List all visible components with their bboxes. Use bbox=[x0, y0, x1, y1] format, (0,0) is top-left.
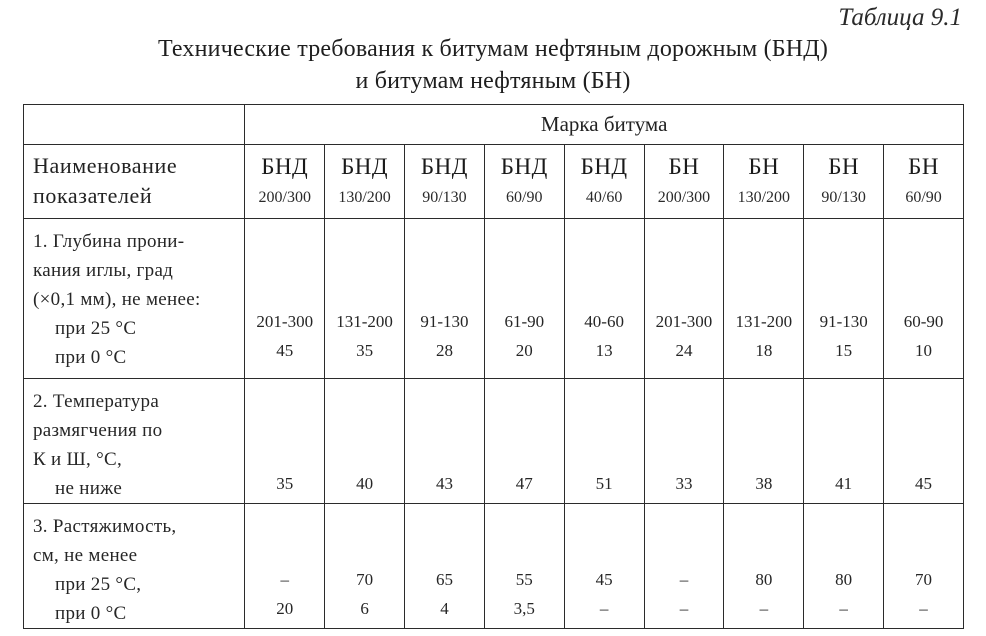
value-25c: 61-90 bbox=[504, 312, 545, 331]
indicator-line: 3. Растяжимость, bbox=[33, 516, 177, 537]
value: 33 bbox=[675, 474, 693, 493]
indicator-line: 1. Глубина прони- bbox=[33, 231, 185, 252]
grade-header bbox=[325, 145, 405, 219]
table-row-softening-temperature bbox=[24, 379, 964, 504]
value-0c: 6 bbox=[360, 599, 369, 618]
value: 38 bbox=[755, 474, 773, 493]
table-number: Таблица 9.1 bbox=[838, 4, 962, 31]
value-cell bbox=[724, 379, 804, 504]
value-25c: 201-300 bbox=[256, 312, 314, 331]
value: 47 bbox=[515, 474, 533, 493]
indicator-name-cell bbox=[24, 504, 245, 629]
header-empty-cell bbox=[24, 105, 245, 145]
grade-type: БН bbox=[668, 154, 700, 179]
grade-header bbox=[884, 145, 964, 219]
value-cell bbox=[405, 219, 485, 379]
table-title-line-1: Технические требования к битумам нефтяным дорожным (БНД) bbox=[157, 36, 829, 62]
value-0c: 20 bbox=[276, 599, 294, 618]
indicator-line: см, не менее bbox=[33, 545, 138, 566]
indicator-subline: при 0 °С bbox=[55, 603, 127, 624]
grade-type: БН bbox=[748, 154, 780, 179]
grade-type: БНД bbox=[261, 154, 309, 179]
value-0c: 4 bbox=[440, 599, 449, 618]
grade-type: БНД bbox=[580, 154, 628, 179]
value-cell bbox=[644, 504, 724, 629]
value-cell bbox=[484, 379, 564, 504]
value-25c: 70 bbox=[915, 570, 933, 589]
indicator-line: К и Ш, °С, bbox=[33, 449, 123, 470]
grade-header bbox=[245, 145, 325, 219]
indicator-line: (×0,1 мм), не менее: bbox=[33, 289, 201, 310]
value-0c: 20 bbox=[515, 341, 533, 360]
value-25c: 40-60 bbox=[584, 312, 624, 331]
value-25c: 91-130 bbox=[420, 312, 469, 331]
brand-group-header: Марка битума bbox=[245, 105, 964, 145]
value-cell bbox=[884, 219, 964, 379]
grade-header bbox=[484, 145, 564, 219]
grade-type: БНД bbox=[500, 154, 548, 179]
value-cell bbox=[245, 504, 325, 629]
indicator-subline: при 25 °С, bbox=[55, 574, 142, 595]
value-cell bbox=[245, 379, 325, 504]
grade-range: 90/130 bbox=[821, 189, 866, 206]
indicator-subline: при 0 °С bbox=[55, 347, 127, 368]
value-0c: – bbox=[679, 599, 689, 618]
value-25c: 91-130 bbox=[819, 312, 868, 331]
grade-range: 40/60 bbox=[585, 189, 623, 206]
grade-range: 200/300 bbox=[657, 189, 711, 206]
grade-type: БНД bbox=[341, 154, 389, 179]
value-cell bbox=[644, 379, 724, 504]
value-cell bbox=[724, 219, 804, 379]
grade-range: 60/90 bbox=[905, 189, 942, 206]
grade-type: БН bbox=[828, 154, 860, 179]
value-cell bbox=[564, 379, 644, 504]
value-cell bbox=[564, 219, 644, 379]
grade-header bbox=[644, 145, 724, 219]
value-cell bbox=[884, 379, 964, 504]
table-title-line-2: и битумам нефтяным (БН) bbox=[355, 68, 631, 94]
name-header-line: показателей bbox=[33, 183, 153, 208]
grade-header bbox=[564, 145, 644, 219]
grade-header bbox=[804, 145, 884, 219]
value-0c: – bbox=[839, 599, 848, 618]
value-cell bbox=[884, 504, 964, 629]
indicator-name-header bbox=[24, 145, 245, 219]
value-25c: 60-90 bbox=[903, 312, 944, 331]
value-cell bbox=[804, 379, 884, 504]
value-25c: – bbox=[679, 570, 689, 589]
value-cell bbox=[724, 504, 804, 629]
value-25c: 45 bbox=[595, 570, 613, 589]
bitumen-requirements-table bbox=[23, 104, 964, 629]
value-cell bbox=[804, 219, 884, 379]
grade-range: 60/90 bbox=[506, 189, 543, 206]
value-0c: 45 bbox=[276, 341, 294, 360]
value-25c: 131-200 bbox=[336, 312, 393, 331]
value: 43 bbox=[435, 474, 453, 493]
value-25c: – bbox=[280, 570, 289, 589]
value-25c: 65 bbox=[435, 570, 453, 589]
value-25c: 70 bbox=[356, 570, 374, 589]
grade-range: 130/200 bbox=[737, 189, 791, 206]
grade-header bbox=[405, 145, 485, 219]
name-header-line: Наименование bbox=[33, 153, 178, 178]
value: 35 bbox=[276, 474, 294, 493]
value-0c: 3,5 bbox=[513, 599, 535, 618]
value-25c: 201-300 bbox=[655, 312, 713, 331]
value-cell bbox=[405, 379, 485, 504]
indicator-line: размягчения по bbox=[33, 420, 163, 441]
value-cell bbox=[804, 504, 884, 629]
value-cell bbox=[484, 504, 564, 629]
value-0c: 35 bbox=[356, 341, 374, 360]
value: 40 bbox=[356, 474, 374, 493]
grade-range: 200/300 bbox=[258, 189, 311, 206]
value-0c: 15 bbox=[835, 341, 853, 360]
table-row-ductility bbox=[24, 504, 964, 629]
value-cell bbox=[484, 219, 564, 379]
indicator-line: 2. Температура bbox=[33, 391, 160, 412]
value-25c: 55 bbox=[515, 570, 533, 589]
value-cell bbox=[564, 504, 644, 629]
value-25c: 80 bbox=[835, 570, 853, 589]
table-row-penetration bbox=[24, 219, 964, 379]
value-cell bbox=[325, 219, 405, 379]
value: 41 bbox=[835, 474, 853, 493]
indicator-name-cell bbox=[24, 219, 245, 379]
grade-header bbox=[724, 145, 804, 219]
value-0c: 28 bbox=[435, 341, 453, 360]
value-0c: 10 bbox=[915, 341, 933, 360]
indicator-subline: не ниже bbox=[55, 478, 123, 499]
grade-type: БНД bbox=[420, 154, 468, 179]
indicator-name-cell bbox=[24, 379, 245, 504]
value-25c: 131-200 bbox=[735, 312, 793, 331]
value-cell bbox=[325, 379, 405, 504]
value-cell bbox=[325, 504, 405, 629]
grade-type: БН bbox=[908, 154, 939, 179]
value-cell bbox=[245, 219, 325, 379]
value-0c: – bbox=[759, 599, 769, 618]
value-0c: 13 bbox=[595, 341, 613, 360]
grade-range: 130/200 bbox=[338, 189, 391, 206]
value-0c: – bbox=[599, 599, 609, 618]
header-row-grades bbox=[24, 145, 964, 219]
value-cell bbox=[405, 504, 485, 629]
value-0c: – bbox=[919, 599, 928, 618]
indicator-subline: при 25 °С bbox=[55, 318, 137, 339]
value: 45 bbox=[915, 474, 933, 493]
header-row-group bbox=[24, 105, 964, 145]
value-0c: 24 bbox=[675, 341, 693, 360]
grade-range: 90/130 bbox=[422, 189, 467, 206]
value-0c: 18 bbox=[755, 341, 773, 360]
indicator-line: кания иглы, град bbox=[33, 260, 174, 281]
value-cell bbox=[644, 219, 724, 379]
value: 51 bbox=[595, 474, 613, 493]
value-25c: 80 bbox=[755, 570, 773, 589]
